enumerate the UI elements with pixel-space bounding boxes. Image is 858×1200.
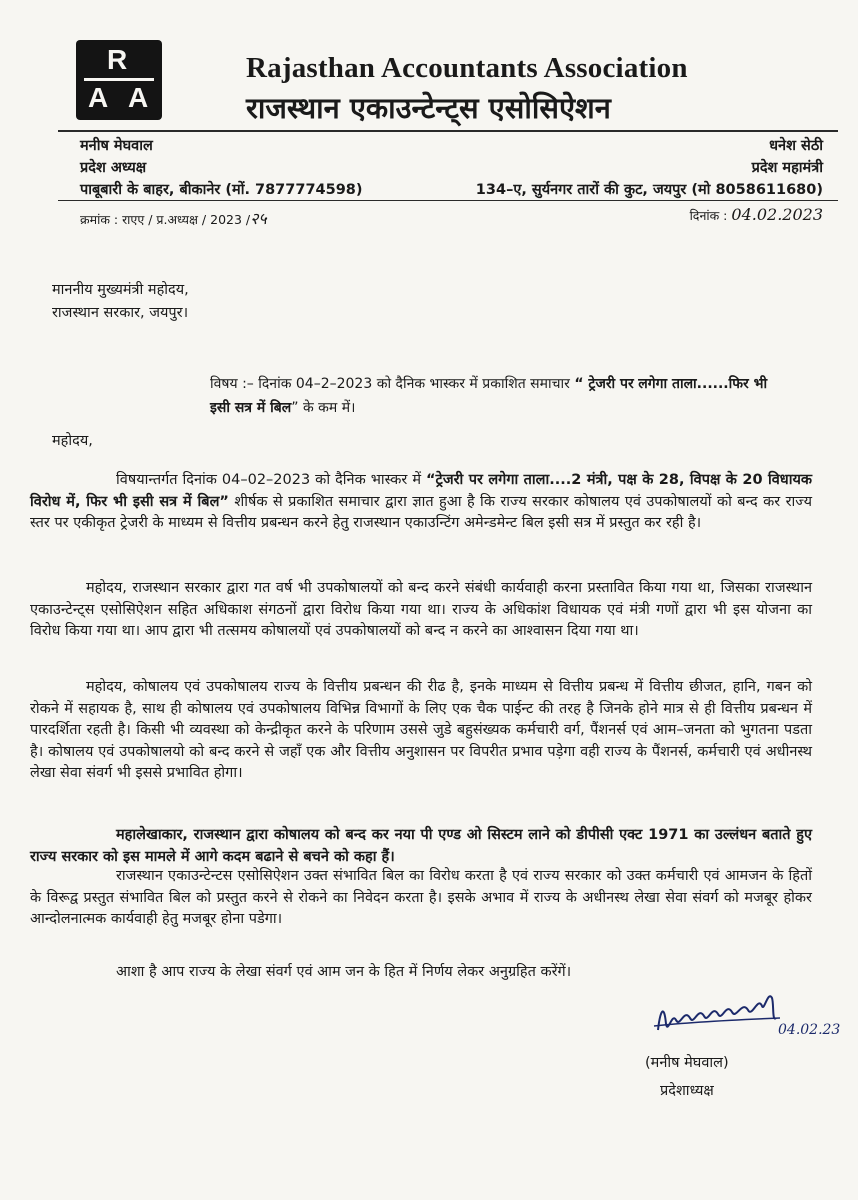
president-role: प्रदेश अध्यक्ष xyxy=(80,160,147,176)
date-handwritten: 04.02.2023 xyxy=(731,205,823,224)
header-divider xyxy=(58,130,838,132)
president-address: पाबूबारी के बाहर, बीकानेर (मों. 7877774598) xyxy=(80,182,363,198)
org-name-english: Rajasthan Accountants Association xyxy=(246,52,688,84)
body-paragraph-1 xyxy=(30,470,812,535)
letter-date xyxy=(690,205,823,224)
general-secretary-block xyxy=(476,135,823,201)
p1-headline: “ट्रेजरी पर लगेगा ताला....2 मंत्री, पक्ष के 28, विपक्ष के 20 विधायक विरोध में, फिर भी इसी सत्र में बिल” xyxy=(30,472,813,510)
logo-letter-a1: A xyxy=(88,82,109,113)
p5-text: राजस्थान एकाउन्टेन्टस एसोसिऐशन उक्त संभावित बिल का विरोध करता है एवं राज्य सरकार को उक्त कर्मचारी एवं आमजन के हितों के विरूद्व प्रस्तुत संभावित बिल को प्रस्तुत करने से रोकने का निवेदन करता है। इसके अभाव में राज्य के अधीनस्थ लेखा सेवा संवर्ग को मजबूर होकर आन्दोलनात्मक कार्यवाही हेतु मजबूर होना पडेगा। xyxy=(30,868,812,927)
signatory-title: प्रदेशाध्यक्ष xyxy=(660,1083,714,1099)
p1-intro: विषयान्तर्गत दिनांक 04–02–2023 को दैनिक भास्कर में xyxy=(116,472,422,488)
subject-text: विषय :– दिनांक 04–2–2023 को दैनिक भास्कर में प्रकाशित समाचार xyxy=(210,376,570,392)
addressee-line1: माननीय मुख्यमंत्री महोदय, xyxy=(52,282,189,298)
addressee xyxy=(52,279,189,325)
p1-rest: शीर्षक से प्रकाशित समाचार द्वारा ज्ञात हुआ है कि राज्य सरकार कोषालय एवं उपकोषालयों को बन्द कर राज्य स्तर पर एकीकृत ट्रेजरी के माध्यम से वित्तीय प्रबन्धन करने हेतु राजस्थान एकाउन्टिंग अमेन्डमेन्ट बिल इसी सत्र में प्रस्तुत कर रही है। xyxy=(30,493,812,531)
body-paragraph-3 xyxy=(30,677,812,785)
p3-text: महोदय, कोषालय एवं उपकोषालय राज्य के वित्तीय प्रबन्धन की रीढ है, इनके माध्यम से वित्तीय प्रबन्ध में वित्तीय छीजत, हानि, गबन को रोकने में सहायक है, साथ ही कोषालय एवं उपकोषालय विभिन्न विभागों के लिए एक चैक पाईन्ट की तरह है जिनके होने मात्र से ही वित्तीय प्रबन्धन में पारदर्शिता रहती है। किसी भी व्यवस्था को केन्द्रीकृत करने के परिणाम उससे जुडे बहुसंख्यक कर्मचारी वर्ग, पैंशनर्स एवं आम–जनता को भुगतना पडता है। कोषालय एवं उपकोषालयो को बन्द करने से जहाँ एक और वित्तीय अनुशासन पर विपरीत प्रभाव पड़ेगा वही राज्य के पैंशनर्स, कर्मचारी एवं अधीनस्थ लेखा सेवा संवर्ग भी इससे प्रभावित होगा। xyxy=(30,679,812,781)
handwritten-signature xyxy=(650,982,841,1046)
address-divider xyxy=(58,200,838,201)
signature-date: 04.02.23 xyxy=(778,1022,841,1038)
org-name-hindi: राजस्थान एकाउन्टेन्ट्स एसोसिऐशन xyxy=(246,91,611,125)
signatory-name: (मनीष मेघवाल) xyxy=(645,1055,729,1071)
subject-suffix: ” के कम में। xyxy=(291,400,356,416)
association-logo xyxy=(76,40,162,120)
subject-headline-1: “ ट्रेजरी पर xyxy=(574,376,634,392)
logo-bar xyxy=(84,78,154,81)
logo-letter-a2: A xyxy=(128,82,149,113)
date-label: दिनांक : xyxy=(689,208,728,223)
body-paragraph-5 xyxy=(30,866,812,931)
reference-number xyxy=(80,207,267,229)
salutation: महोदय, xyxy=(52,433,93,449)
subject-headline-2: लगेगा ताला......फिर भी इसी सत्र में बिल xyxy=(210,376,768,416)
reference-handwritten: २५ xyxy=(250,209,267,228)
p6-text: आशा है आप राज्य के लेखा संवर्ग एवं आम जन के हित में निर्णय लेकर अनुग्रहित करेंगें। xyxy=(116,964,572,980)
president-block xyxy=(80,135,363,201)
reference-label: क्रमांक : राएए / प्र.अध्यक्ष / 2023 / xyxy=(80,212,251,227)
secretary-address: 134–ए, सुर्यनगर तारों की कुट, जयपुर (मो 8058611680) xyxy=(475,182,823,198)
addressee-line2: राजस्थान सरकार, जयपुर। xyxy=(52,305,189,321)
subject xyxy=(210,372,786,420)
body-paragraph-6 xyxy=(30,962,812,984)
body-paragraph-2 xyxy=(30,578,812,643)
p4-text: महालेखाकार, राजस्थान द्वारा कोषालय को बन्द कर नया पी एण्ड ओ सिस्टम लाने को डीपीसी एक्ट 1971 का उल्लंधन बताते हुए राज्य सरकार को इस मामले में आगे कदम बढाने से बचने को कहा हैं। xyxy=(30,827,812,865)
secretary-name: धनेश सेठी xyxy=(769,138,823,154)
p2-text: महोदय, राजस्थान सरकार द्वारा गत वर्ष भी उपकोषालयों को बन्द करने संबंधी कार्यवाही करना प्रस्तावित किया गया था, जिसका राजस्थान एकाउन्टेन्ट्स एसोसिऐशन सहित अधिकाश संगठनों द्वारा विरोध किया गया था। राज्य के अधिकांश विधायक एवं मंत्री गणों द्वारा भी इस योजना का विरोध किया गया था। आप द्वारा भी तत्समय कोषालयों एवं उपकोषालयों को बन्द न करने का आश्वासन दिया गया था। xyxy=(30,580,812,639)
secretary-role: प्रदेश महामंत्री xyxy=(751,160,823,176)
president-name: मनीष मेघवाल xyxy=(80,138,153,154)
body-paragraph-4 xyxy=(30,825,812,868)
logo-letter-r: R xyxy=(107,44,128,75)
